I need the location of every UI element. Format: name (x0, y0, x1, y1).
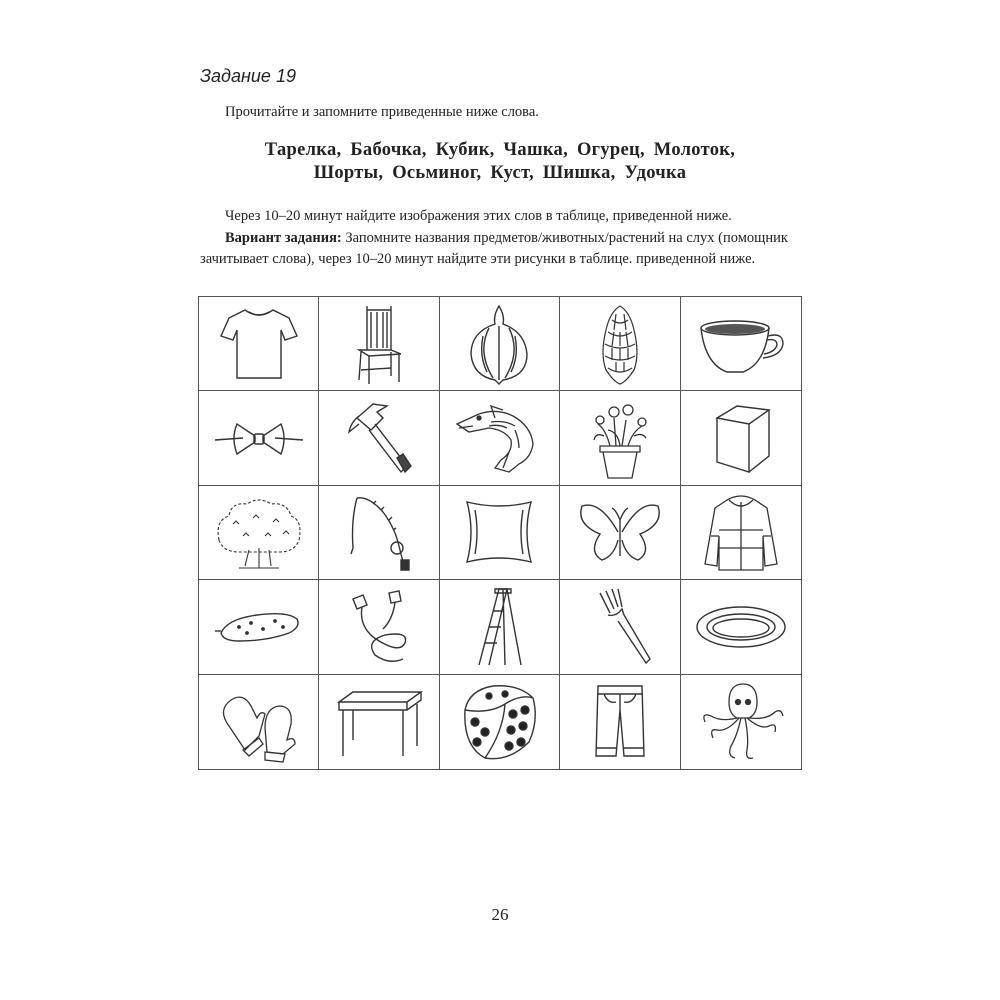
grid-cell (440, 297, 560, 391)
grid-cell (560, 297, 680, 391)
grid-cell (681, 580, 801, 674)
grid-cell (440, 580, 560, 674)
grid-cell (681, 391, 801, 485)
grid-cell (560, 391, 680, 485)
plate-icon (691, 585, 791, 669)
butterfly-icon (570, 490, 670, 574)
mittens-icon (209, 680, 309, 764)
grid-cell (681, 297, 801, 391)
cube-icon (691, 396, 791, 480)
word-list-line-1: Тарелка, Бабочка, Кубик, Чашка, Огурец, Молоток, (264, 140, 736, 160)
grid-cell (319, 675, 439, 769)
grid-cell (319, 486, 439, 580)
grid-cell (199, 580, 319, 674)
pine-cone-icon (570, 302, 670, 386)
grid-cell (560, 675, 680, 769)
fishing-rod-icon (329, 490, 429, 574)
instruction-paragraph-1: Через 10–20 минут найдите изображения этих слов в таблице, приведенной ниже. (225, 208, 732, 224)
bow-tie-icon (209, 396, 309, 480)
grid-cell (319, 391, 439, 485)
cup-icon (691, 302, 791, 386)
chair-icon (329, 302, 429, 386)
grid-cell (440, 675, 560, 769)
grid-cell (319, 297, 439, 391)
task-title: Задание 19 (200, 66, 296, 86)
pillow-icon (449, 490, 549, 574)
word-list-line-2: Шорты, Осьминог, Куст, Шишка, Удочка (313, 163, 687, 183)
shorts-icon (570, 680, 670, 764)
grid-cell (560, 580, 680, 674)
grid-cell (199, 391, 319, 485)
grid-cell (319, 580, 439, 674)
grid-cell (199, 486, 319, 580)
jacket-icon (691, 490, 791, 574)
grid-cell (440, 391, 560, 485)
hammer-icon (329, 396, 429, 480)
flower-pot-icon (570, 396, 670, 480)
instruction-text: Прочитайте и запомните приведенные ниже слова. (225, 104, 539, 120)
pike-fish-icon (449, 396, 549, 480)
picture-grid (198, 296, 802, 770)
grid-cell (681, 486, 801, 580)
variant-label: Вариант задания: (225, 230, 342, 246)
fork-icon (570, 585, 670, 669)
instruction-paragraph-2 (200, 228, 805, 269)
table-icon (329, 680, 429, 764)
grid-cell (199, 297, 319, 391)
dice-icon (449, 680, 549, 764)
page-number: 26 (491, 905, 509, 924)
octopus-icon (691, 680, 791, 764)
onion-icon (449, 302, 549, 386)
t-shirt-icon (209, 302, 309, 386)
cucumber-icon (209, 585, 309, 669)
grid-cell (560, 486, 680, 580)
step-ladder-icon (449, 585, 549, 669)
grid-cell (681, 675, 801, 769)
variant-text: Запомните названия предметов/животных/растений на слух (помощник зачитывает слова), через 10–20 минут найдите эти рисунки в таблице. приведенной ниже. (200, 230, 788, 267)
jump-rope-icon (329, 585, 429, 669)
bush-icon (209, 490, 309, 574)
grid-cell (440, 486, 560, 580)
grid-cell (199, 675, 319, 769)
